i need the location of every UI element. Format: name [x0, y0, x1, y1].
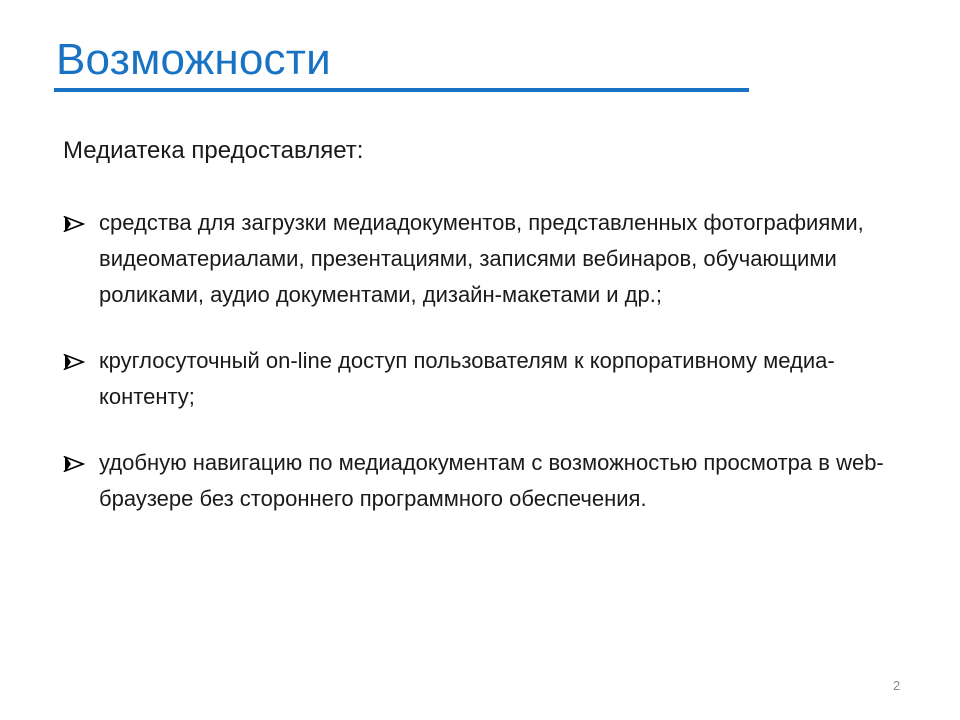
bullet-list: [63, 205, 923, 547]
bullet-item: [63, 205, 923, 313]
intro-text: Медиатека предоставляет:: [63, 137, 364, 164]
bullet-text: средства для загрузки медиадокументов, представленных фотографиями, видеоматериалами, презентациями, записями вебинаров, обучающими роликами, аудио документами, дизайн-макетами и др.;: [99, 210, 864, 307]
arrowhead-bullet-icon: [63, 456, 85, 472]
page-number: 2: [893, 678, 901, 693]
bullet-text: круглосуточный on-line доступ пользователям к корпоративному медиа-контенту;: [99, 348, 835, 409]
bullet-item: [63, 343, 923, 415]
arrowhead-bullet-icon: [63, 354, 85, 370]
arrowhead-bullet-icon: [63, 216, 85, 232]
bullet-text: удобную навигацию по медиадокументам с возможностью просмотра в web-браузере без стороннего программного обеспечения.: [99, 450, 884, 511]
slide-title: Возможности: [56, 35, 331, 84]
title-underline: [54, 88, 749, 92]
bullet-item: [63, 445, 923, 517]
